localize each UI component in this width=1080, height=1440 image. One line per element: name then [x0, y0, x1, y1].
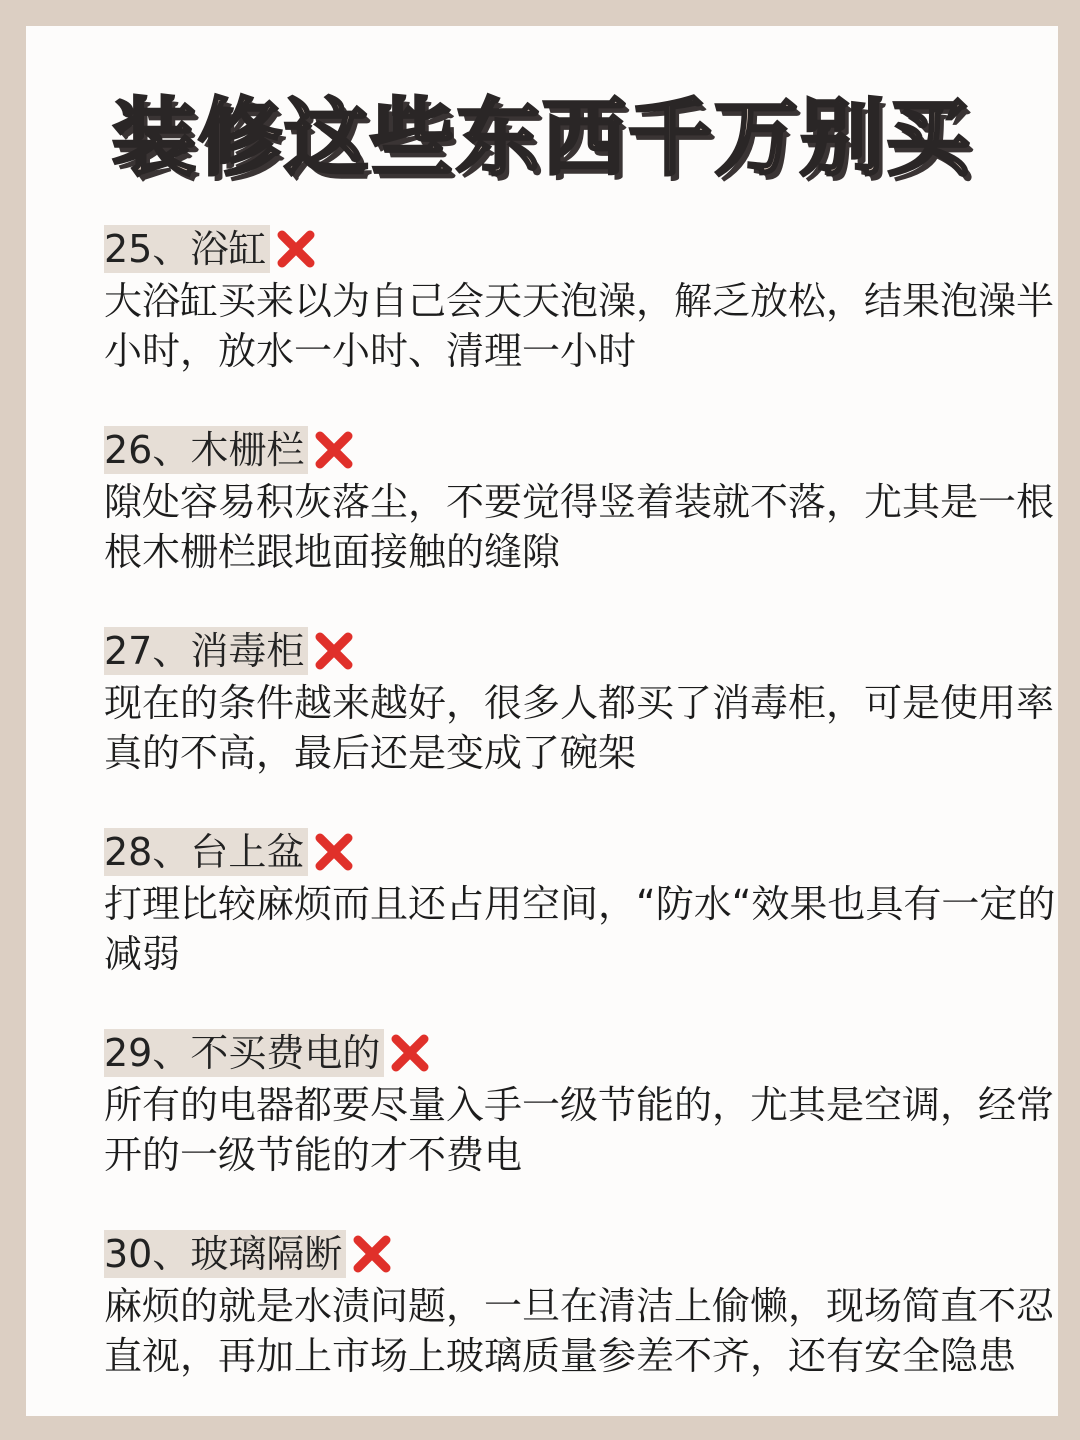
- item-heading: 25、浴缸: [104, 225, 270, 273]
- item-description: 打理比较麻烦而且还占用空间，“防水“效果也具有一定的减弱: [104, 882, 1056, 976]
- item-heading: 29、不买费电的: [104, 1029, 384, 1077]
- item-head: [104, 1028, 1064, 1078]
- item-head: [104, 224, 1064, 274]
- list-item: [104, 1028, 1064, 1229]
- list-item: [104, 224, 1064, 425]
- cross-mark-icon: [390, 1033, 430, 1073]
- list-item: [104, 425, 1064, 626]
- item-head: [104, 626, 1064, 676]
- item-heading: 27、消毒柜: [104, 627, 308, 675]
- item-list: [104, 224, 1064, 1430]
- list-item: [104, 1229, 1064, 1430]
- page-title: 装修这些东西千万别买: [111, 89, 972, 187]
- item-head: [104, 827, 1064, 877]
- item-description: 所有的电器都要尽量入手一级节能的，尤其是空调，经常开的一级节能的才不费电: [104, 1083, 1055, 1177]
- item-head: [104, 1229, 1064, 1279]
- cross-mark-icon: [314, 430, 354, 470]
- cross-mark-icon: [314, 631, 354, 671]
- item-heading: 26、木栅栏: [104, 426, 308, 474]
- list-item: [104, 827, 1064, 1028]
- item-description: 大浴缸买来以为自己会天天泡澡，解乏放松，结果泡澡半小时，放水一小时、清理一小时: [104, 279, 1055, 373]
- item-description: 麻烦的就是水渍问题，一旦在清洁上偷懒，现场简直不忍直视，再加上市场上玻璃质量参差不齐，还有安全隐患: [104, 1284, 1055, 1378]
- item-heading: 30、玻璃隔断: [104, 1230, 346, 1278]
- item-description: 隙处容易积灰落尘，不要觉得竖着装就不落，尤其是一根根木栅栏跟地面接触的缝隙: [104, 480, 1055, 574]
- list-item: [104, 626, 1064, 827]
- content-card: [26, 26, 1058, 1416]
- cross-mark-icon: [314, 832, 354, 872]
- item-description: 现在的条件越来越好，很多人都买了消毒柜，可是使用率真的不高，最后还是变成了碗架: [104, 681, 1055, 775]
- cross-mark-icon: [276, 229, 316, 269]
- item-heading: 28、台上盆: [104, 828, 308, 876]
- item-head: [104, 425, 1064, 475]
- cross-mark-icon: [352, 1234, 392, 1274]
